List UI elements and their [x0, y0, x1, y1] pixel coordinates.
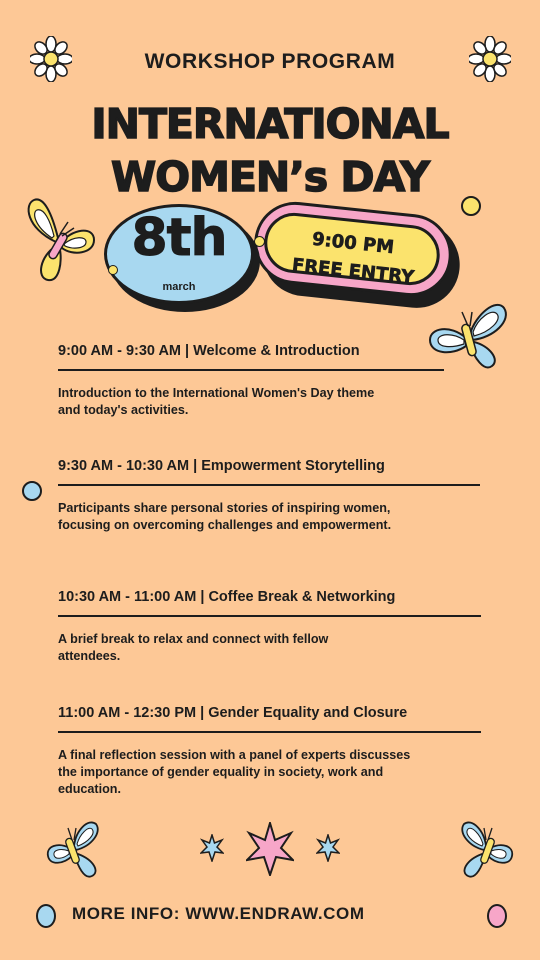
dot-icon: [487, 904, 507, 928]
schedule-heading: 11:00 AM - 12:30 PM | Gender Equality and Closure: [58, 705, 408, 721]
butterfly-icon: [458, 816, 516, 886]
star-burst-icon: [200, 834, 224, 862]
star-burst-icon: [246, 822, 294, 876]
page-title-line2: WOMEN’s DAY: [111, 153, 429, 201]
star-burst-icon: [316, 834, 340, 862]
schedule-description: Introduction to the International Women's Day theme and today's activities.: [58, 386, 375, 417]
dot-icon: [22, 481, 42, 501]
free-entry-label: FREE ENTRY: [290, 254, 416, 289]
schedule-description: A final reflection session with a panel of experts discusses the importance of gender equality in society, work and education.: [58, 748, 411, 796]
schedule-item: [58, 343, 444, 419]
schedule-item: [58, 589, 481, 665]
schedule-item: [58, 458, 480, 534]
page-title-line1: INTERNATIONAL: [91, 100, 449, 148]
divider: [58, 731, 481, 733]
divider: [58, 484, 480, 486]
dot-icon: [461, 196, 481, 216]
butterfly-icon: [22, 194, 98, 286]
schedule-heading: 10:30 AM - 11:00 AM | Coffee Break & Networking: [58, 589, 396, 605]
butterfly-icon: [44, 816, 102, 886]
schedule-heading: 9:00 AM - 9:30 AM | Welcome & Introduction: [58, 343, 360, 359]
workshop-program-label: WORKSHOP PROGRAM: [144, 50, 396, 73]
schedule-description: A brief break to relax and connect with fellow attendees.: [58, 632, 329, 663]
date-month: march: [162, 281, 196, 293]
dot-icon: [108, 265, 118, 275]
schedule-description: Participants share personal stories of inspiring women, focusing on overcoming challenges and empowerment.: [58, 501, 392, 532]
dot-icon: [36, 904, 56, 928]
schedule-heading: 9:30 AM - 10:30 AM | Empowerment Storytelling: [58, 458, 385, 474]
schedule-item: [58, 705, 481, 798]
divider: [58, 369, 444, 371]
date-day: 8th: [131, 208, 227, 268]
more-info-link[interactable]: MORE INFO: WWW.ENDRAW.COM: [72, 904, 365, 923]
dot-icon: [254, 236, 265, 247]
event-time: 9:00 PM: [311, 228, 395, 259]
divider: [58, 615, 481, 617]
